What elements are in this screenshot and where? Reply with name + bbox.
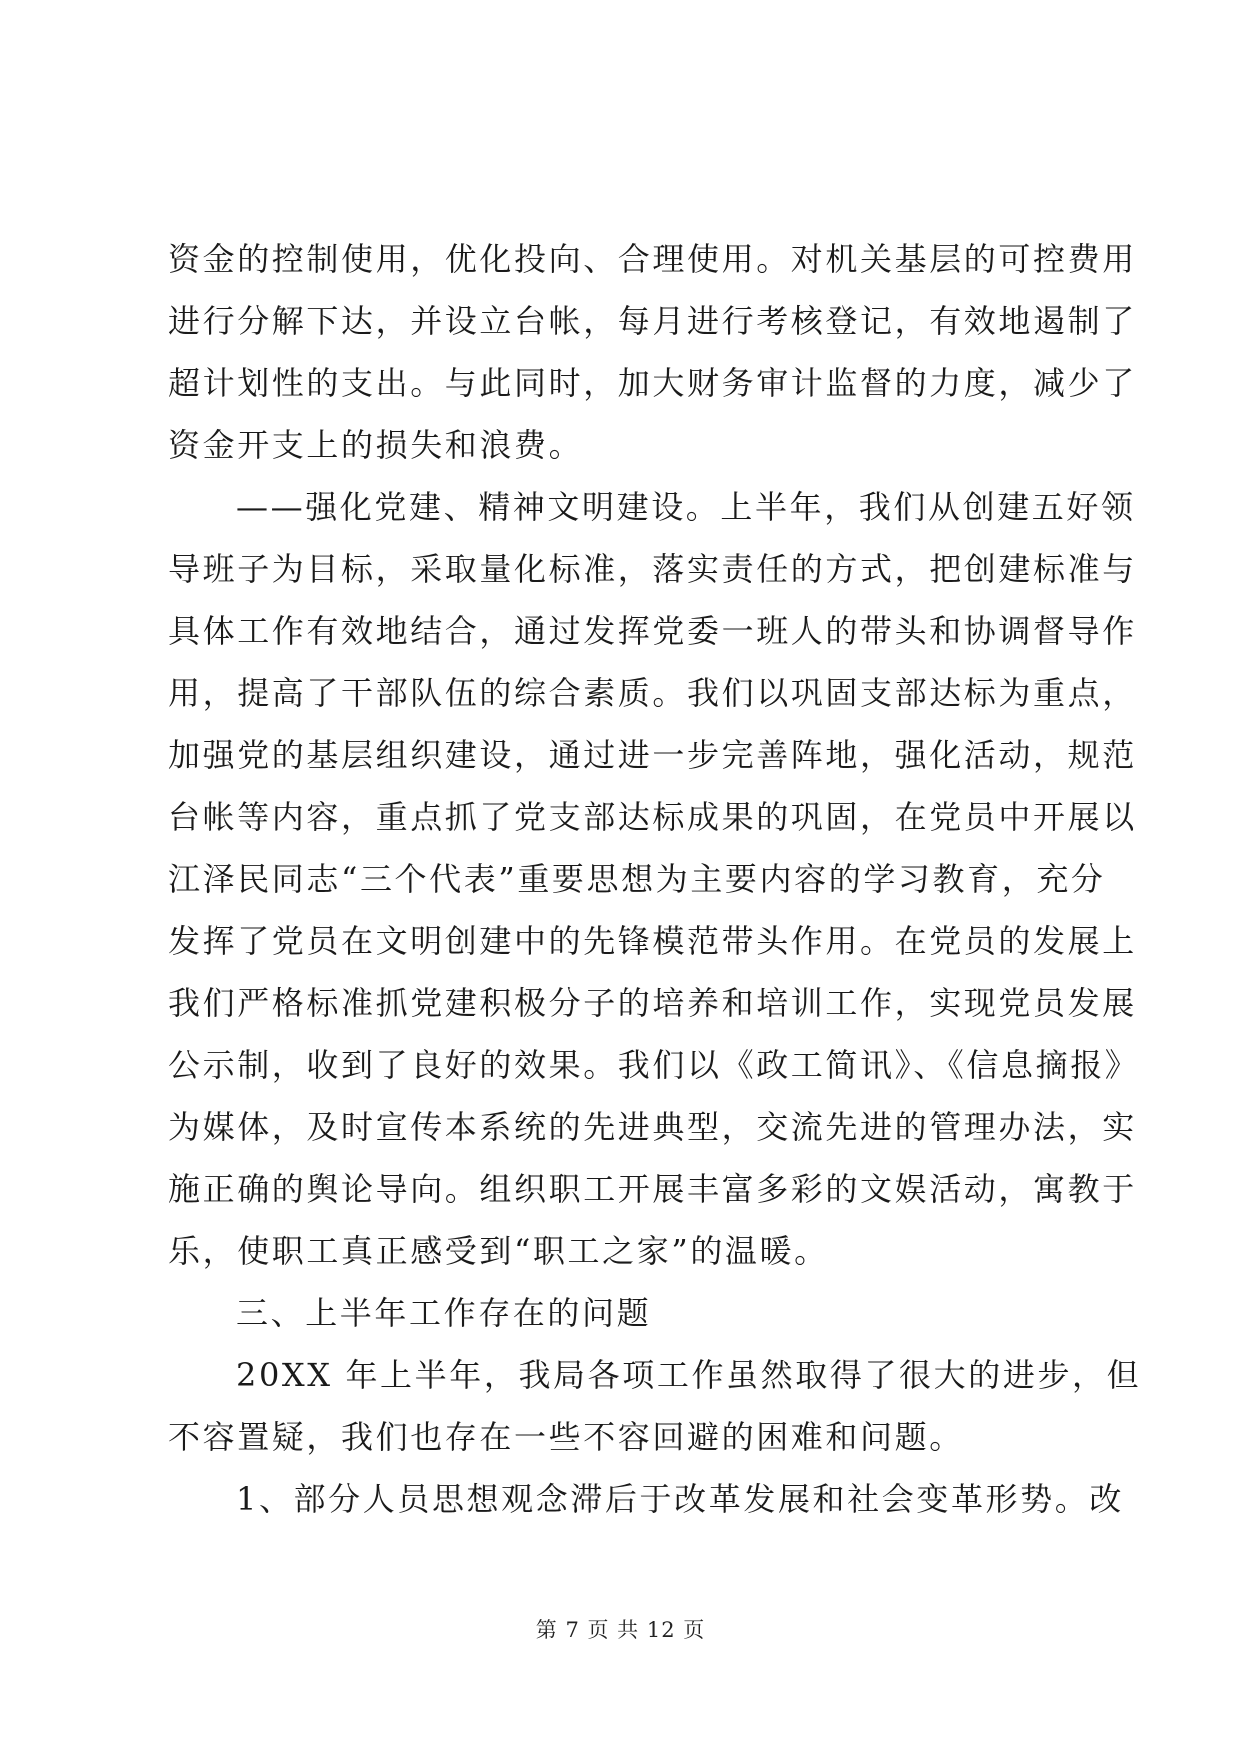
text-line: 不容置疑，我们也存在一些不容回避的困难和问题。 — [168, 1418, 964, 1456]
text-line: 为媒体，及时宣传本系统的先进典型，交流先进的管理办法，实 — [168, 1108, 1137, 1146]
text-line: 乐，使职工真正感受到“职工之家”的温暖。 — [168, 1232, 829, 1270]
text-line: 加强党的基层组织建设，通过进一步完善阵地，强化活动，规范 — [168, 736, 1137, 774]
text-line: 公示制，收到了良好的效果。我们以《政工简讯》、《信息摘报》 — [168, 1046, 1140, 1084]
document-body — [168, 228, 1142, 1530]
page-number-footer: 第 7 页 共 12 页 — [535, 1618, 706, 1642]
text-line: 施正确的舆论导向。组织职工开展丰富多彩的文娱活动，寓教于 — [168, 1170, 1137, 1208]
paragraph-first-line: ——强化党建、精神文明建设。上半年，我们从创建五好领 — [236, 488, 1136, 526]
text-line: 导班子为目标，采取量化标准，落实责任的方式，把创建标准与 — [168, 550, 1137, 588]
text-line: 具体工作有效地结合，通过发挥党委一班人的带头和协调督导作 — [168, 612, 1137, 650]
paragraph-first-line: 1、部分人员思想观念滞后于改革发展和社会变革形势。改 — [236, 1480, 1124, 1518]
text-line: 发挥了党员在文明创建中的先锋模范带头作用。在党员的发展上 — [168, 922, 1137, 960]
text-line: 资金的控制使用，优化投向、合理使用。对机关基层的可控费用 — [168, 240, 1137, 278]
text-line: 进行分解下达，并设立台帐，每月进行考核登记，有效地遏制了 — [168, 302, 1137, 340]
text-line: 用，提高了干部队伍的综合素质。我们以巩固支部达标为重点， — [168, 674, 1137, 712]
text-line: 资金开支上的损失和浪费。 — [168, 426, 584, 464]
text-line: 台帐等内容，重点抓了党支部达标成果的巩固，在党员中开展以 — [168, 798, 1137, 836]
text-line: 江泽民同志“三个代表”重要思想为主要内容的学习教育，充分 — [168, 860, 1106, 898]
text-line: 我们严格标准抓党建积极分子的培养和培训工作，实现党员发展 — [168, 984, 1137, 1022]
paragraph-first-line: 20XX 年上半年，我局各项工作虽然取得了很大的进步，但 — [236, 1356, 1142, 1394]
text-line: 超计划性的支出。与此同时，加大财务审计监督的力度，减少了 — [168, 364, 1137, 402]
section-heading: 三、上半年工作存在的问题 — [236, 1294, 652, 1332]
